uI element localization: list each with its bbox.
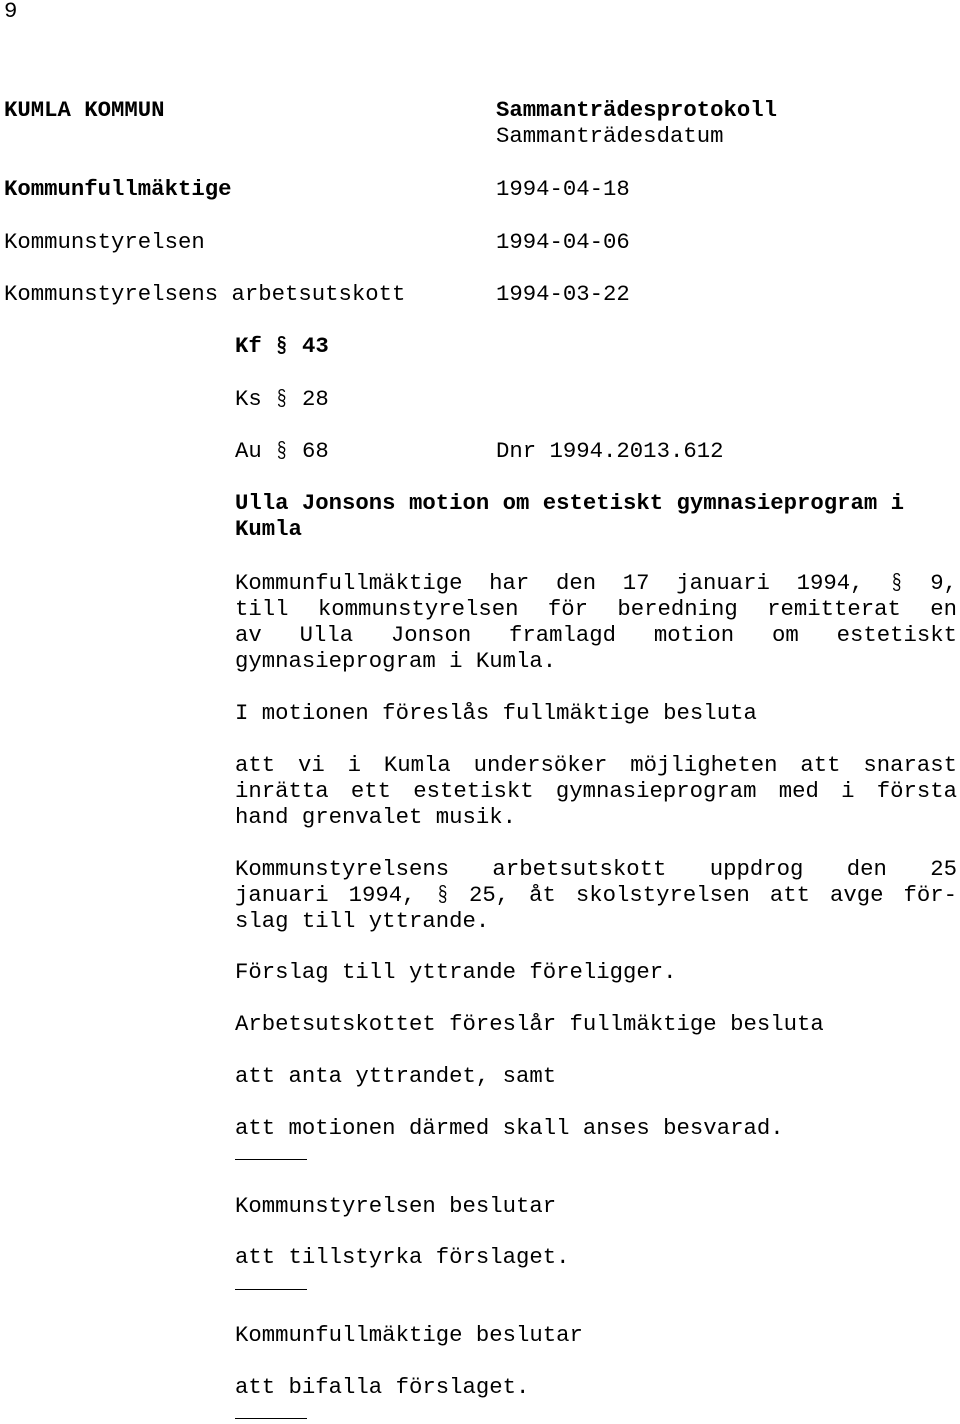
body-name-kf: Kommunfullmäktige: [4, 176, 232, 202]
document-title: [235, 490, 957, 542]
ks-att-clause: att tillstyrka förslaget.: [235, 1244, 570, 1270]
paragraph-ref-kf: [235, 333, 329, 359]
section-sign-icon: §: [891, 570, 902, 596]
intro-paragraph: [235, 570, 957, 674]
body-name-au: Kommunstyrelsens arbetsutskott: [4, 281, 406, 307]
document-type: Sammanträdesprotokoll: [496, 97, 777, 123]
kf-att-clause: att bifalla förslaget.: [235, 1374, 530, 1400]
body-date-kf: 1994-04-18: [496, 176, 630, 202]
section-sign-icon: §: [276, 386, 287, 412]
ks-decides-text: Kommunstyrelsen beslutar: [235, 1193, 557, 1219]
paragraph-number: 43: [301, 333, 329, 359]
paragraph-number: 68: [301, 438, 329, 464]
att-clause-1: att anta yttrandet, samt: [235, 1063, 557, 1089]
meeting-date-label: Sammanträdesdatum: [496, 123, 724, 149]
paragraph-ref-au: [235, 438, 329, 464]
motion-line: hand grenvalet musik.: [235, 804, 516, 830]
assignment-paragraph: [235, 856, 957, 934]
municipality-name: KUMLA KOMMUN: [4, 97, 165, 123]
motion-lead: I motionen föreslås fullmäktige besluta: [235, 700, 757, 726]
section-divider: [235, 1418, 307, 1419]
body-date-au: 1994-03-22: [496, 281, 630, 307]
att-clause-2: att motionen därmed skall anses besvarad.: [235, 1115, 784, 1141]
motion-proposal: [235, 752, 957, 830]
proposal-exists-text: Förslag till yttrande föreligger.: [235, 959, 677, 985]
section-sign-icon: §: [437, 882, 448, 908]
motion-line: att vi i Kumla undersöker möjligheten att snarast: [235, 752, 957, 778]
assignment-line: Kommunstyrelsens arbetsutskott uppdrog den 25: [235, 856, 957, 882]
assignment-line: januari 1994, § 25, åt skolstyrelsen att avge för-: [235, 882, 958, 908]
body-date-ks: 1994-04-06: [496, 229, 630, 255]
intro-line: av Ulla Jonson framlagd motion om estetiskt: [235, 622, 957, 648]
intro-line: gymnasieprogram i Kumla.: [235, 648, 557, 674]
intro-line: till kommunstyrelsen för beredning remitterat en: [235, 596, 957, 622]
section-sign-icon: §: [276, 438, 287, 464]
title-line: Ulla Jonsons motion om estetiskt gymnasieprogram i: [235, 490, 905, 516]
section-sign-icon: §: [276, 333, 287, 359]
page-number: 9: [4, 0, 18, 24]
paragraph-number: 28: [301, 386, 329, 412]
paragraph-prefix: Au: [235, 438, 262, 464]
section-divider: [235, 1289, 307, 1290]
title-line: Kumla: [235, 516, 302, 542]
body-name-ks: Kommunstyrelsen: [4, 229, 205, 255]
assignment-line: slag till yttrande.: [235, 908, 490, 934]
motion-line: inrätta ett estetiskt gymnasieprogram med i första: [235, 778, 957, 804]
section-divider: [235, 1159, 307, 1160]
au-proposes-text: Arbetsutskottet föreslår fullmäktige besluta: [235, 1011, 824, 1037]
kf-decides-text: Kommunfullmäktige beslutar: [235, 1322, 583, 1348]
intro-line: Kommunfullmäktige har den 17 januari 1994, § 9,: [235, 570, 957, 596]
paragraph-ref-ks: [235, 386, 329, 412]
paragraph-prefix: Ks: [235, 386, 262, 412]
paragraph-prefix: Kf: [235, 333, 262, 359]
diary-number: Dnr 1994.2013.612: [496, 438, 724, 464]
